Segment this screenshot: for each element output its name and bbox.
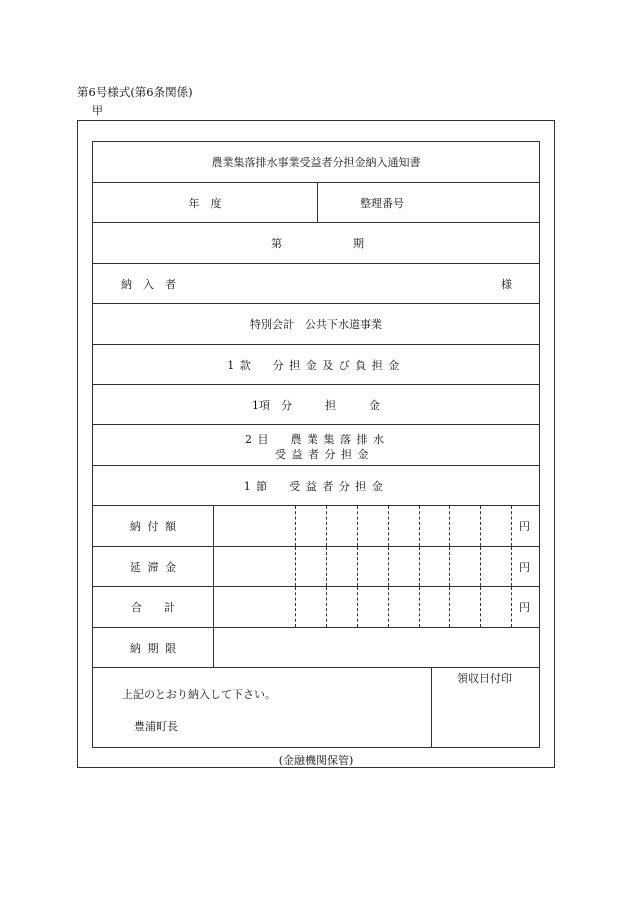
yen-unit: 円 bbox=[519, 520, 530, 533]
digit-divider bbox=[419, 587, 420, 627]
digit-divider bbox=[388, 547, 389, 586]
kan-row bbox=[93, 345, 539, 385]
period-row bbox=[93, 223, 539, 264]
issuer-name: 豊浦町長 bbox=[134, 720, 178, 733]
amount-row bbox=[93, 506, 539, 547]
moku-line-1: 2目 農業集落排水 bbox=[245, 433, 390, 446]
digit-divider bbox=[419, 547, 420, 586]
setsu-text: 1節 受益者分担金 bbox=[243, 479, 389, 493]
divider bbox=[213, 628, 214, 667]
yen-unit: 円 bbox=[519, 560, 530, 574]
digit-divider bbox=[511, 587, 512, 627]
form-number-label: 第6号様式(第6条関係) bbox=[77, 85, 193, 99]
digit-divider bbox=[419, 506, 420, 546]
digit-divider bbox=[326, 506, 327, 546]
period-suffix: 期 bbox=[353, 237, 364, 250]
stamp-divider bbox=[431, 668, 432, 747]
deadline-label-text: 納期限 bbox=[129, 641, 183, 655]
period-prefix: 第 bbox=[271, 237, 282, 250]
digit-divider bbox=[449, 547, 450, 586]
account-name: 特別会計 公共下水道事業 bbox=[250, 318, 382, 331]
deadline-label bbox=[93, 628, 213, 667]
digit-divider bbox=[480, 587, 481, 627]
digit-divider bbox=[295, 547, 296, 586]
setsu-row bbox=[93, 466, 539, 506]
digit-divider bbox=[480, 506, 481, 546]
digit-divider bbox=[357, 587, 358, 627]
fiscal-year-text: 年 度 bbox=[188, 196, 222, 210]
deadline-row bbox=[93, 628, 539, 668]
digit-divider bbox=[511, 506, 512, 546]
title-row bbox=[93, 142, 539, 183]
instruction-text: 上記のとおり納入して下さい。 bbox=[122, 688, 276, 701]
digit-divider bbox=[449, 506, 450, 546]
fiscal-year-label bbox=[93, 183, 317, 222]
divider bbox=[213, 587, 214, 627]
late-fee-row bbox=[93, 547, 539, 587]
digit-divider bbox=[295, 587, 296, 627]
notice-table bbox=[92, 141, 540, 748]
moku-row bbox=[93, 425, 539, 466]
late-fee-label bbox=[93, 547, 213, 586]
digit-divider bbox=[449, 587, 450, 627]
digit-divider bbox=[480, 547, 481, 586]
payer-label: 納 入 者 bbox=[121, 278, 176, 291]
moku-line-2: 受益者分担金 bbox=[275, 448, 374, 461]
document-title: 農業集落排水事業受益者分担金納入通知書 bbox=[211, 156, 421, 169]
footer-note: (金融機関保管) bbox=[278, 754, 354, 767]
digit-divider bbox=[326, 547, 327, 586]
divider bbox=[213, 506, 214, 546]
digit-divider bbox=[511, 547, 512, 586]
message-section bbox=[93, 668, 539, 747]
yen-unit: 円 bbox=[519, 601, 530, 614]
payer-row bbox=[93, 264, 539, 304]
total-label bbox=[93, 587, 213, 627]
amount-label bbox=[93, 506, 213, 546]
digit-divider bbox=[388, 506, 389, 546]
kou-row bbox=[93, 385, 539, 425]
kou-text: 1項 分 担 金 bbox=[252, 398, 380, 412]
receipt-stamp-label: 領収日付印 bbox=[457, 672, 512, 685]
late-fee-label-text: 延滞金 bbox=[129, 560, 183, 574]
payer-honorific: 様 bbox=[501, 278, 512, 291]
divider bbox=[213, 547, 214, 586]
digit-divider bbox=[388, 587, 389, 627]
total-row bbox=[93, 587, 539, 628]
total-label-text: 合 計 bbox=[131, 601, 175, 614]
digit-divider bbox=[295, 506, 296, 546]
copy-marker: 甲 bbox=[92, 104, 103, 117]
digit-divider bbox=[357, 506, 358, 546]
reference-number-text: 整理番号 bbox=[360, 196, 404, 210]
digit-divider bbox=[326, 587, 327, 627]
account-row bbox=[93, 304, 539, 345]
digit-divider bbox=[357, 547, 358, 586]
reference-number-label bbox=[317, 183, 447, 222]
year-row bbox=[93, 183, 539, 223]
kan-text: 1款 分担金及び負担金 bbox=[227, 358, 405, 372]
amount-label-text: 納付額 bbox=[129, 520, 183, 533]
